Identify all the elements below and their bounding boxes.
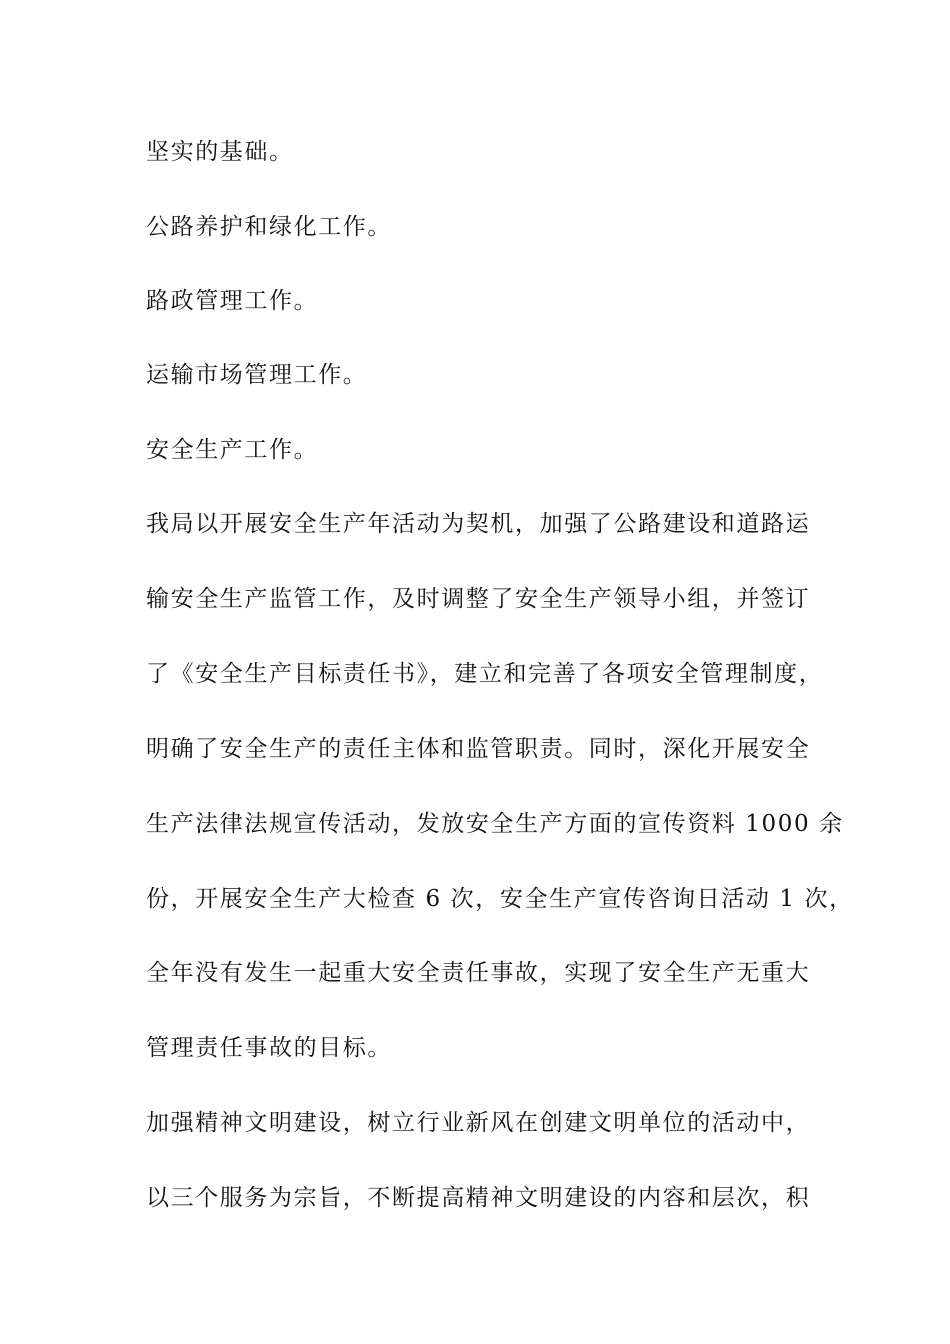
section-heading-safety-production: 安全生产工作。 <box>146 437 319 463</box>
section-heading-road-administration: 路政管理工作。 <box>146 288 319 314</box>
text-line: 输安全生产监管工作，及时调整了安全生产领导小组，并签订 <box>146 586 811 612</box>
text-line: 明确了安全生产的责任主体和监管职责。同时，深化开展安全 <box>146 736 811 762</box>
text-line: 份，开展安全生产大检查 6 次，安全生产宣传咨询日活动 1 次， <box>146 886 854 912</box>
text-line: 加强精神文明建设，树立行业新风在创建文明单位的活动中， <box>146 1110 811 1136</box>
text-line: 管理责任事故的目标。 <box>146 1035 392 1061</box>
text-line: 以三个服务为宗旨，不断提高精神文明建设的内容和层次，积 <box>146 1185 811 1211</box>
text-line: 坚实的基础。 <box>146 139 294 165</box>
text-line: 生产法律法规宣传活动，发放安全生产方面的宣传资料 1000 余 <box>146 811 844 837</box>
text-line: 了《安全生产目标责任书》，建立和完善了各项安全管理制度， <box>146 661 824 687</box>
section-heading-transport-market: 运输市场管理工作。 <box>146 362 368 388</box>
section-heading-road-maintenance: 公路养护和绿化工作。 <box>146 214 392 240</box>
text-line: 我局以开展安全生产年活动为契机，加强了公路建设和道路运 <box>146 511 811 537</box>
text-line: 全年没有发生一起重大安全责任事故，实现了安全生产无重大 <box>146 960 811 986</box>
